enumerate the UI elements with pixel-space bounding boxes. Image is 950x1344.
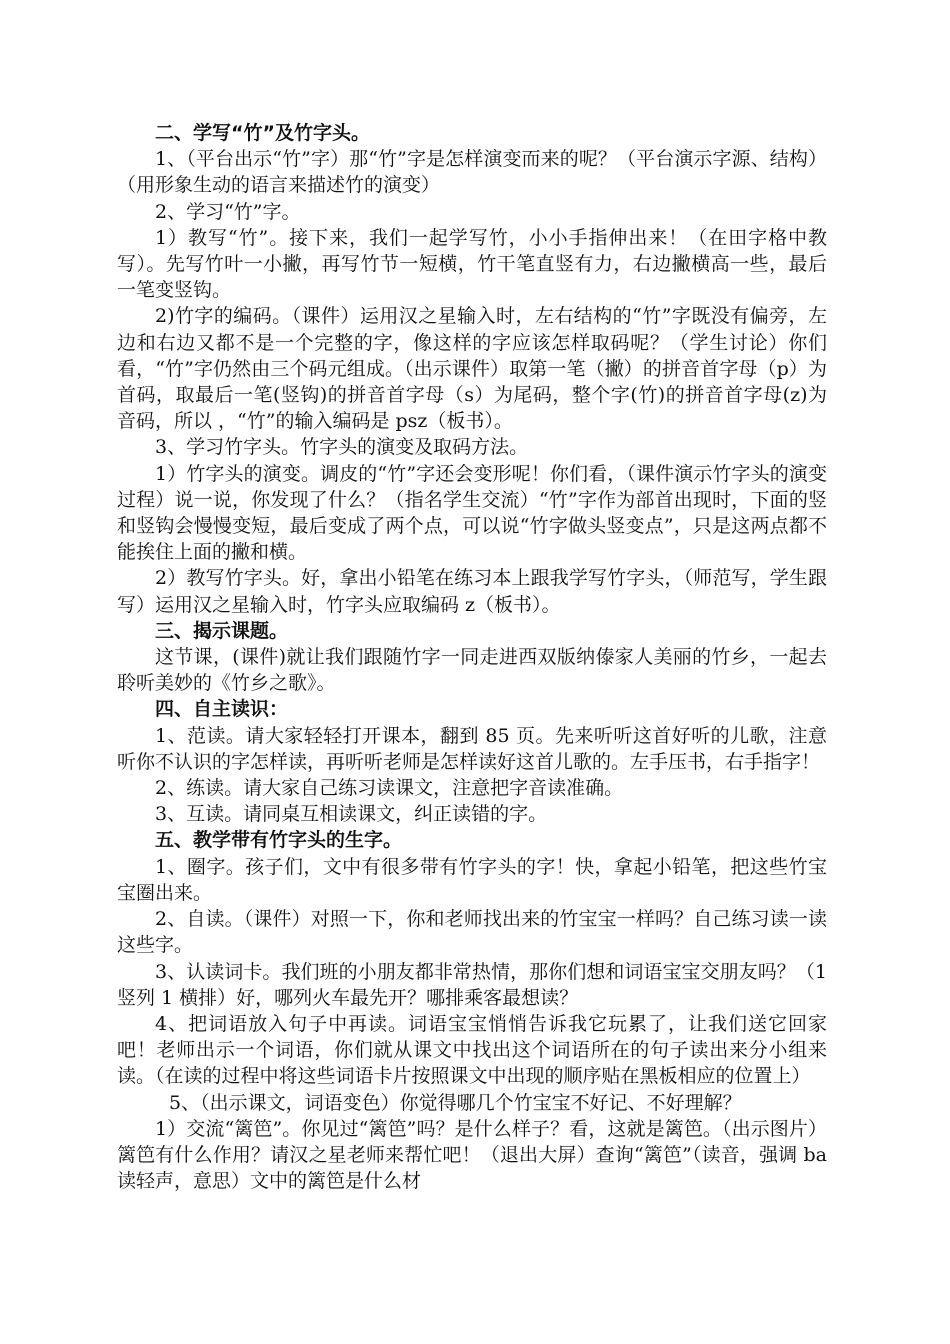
paragraph: 3、认读词卡。我们班的小朋友都非常热情，那你们想和词语宝宝交朋友吗？（1 竖列 1 横排）好，哪列火车最先开？哪排乘客最想读？ bbox=[117, 960, 827, 1009]
paragraph: 2、学习“竹”字。 bbox=[155, 200, 301, 223]
section-heading-5: 五、教学带有竹字头的生字。 bbox=[155, 829, 403, 852]
paragraph: 1、（平台出示“竹”字）那“竹”字是怎样演变而来的呢？（平台演示字源、结构）（用形象生动的语言来描述竹的演变） bbox=[117, 148, 827, 197]
paragraph: 1）竹字头的演变。调皮的“竹”字还会变形呢！你们看，（课件演示竹字头的演变过程）说一说，你发现了什么？（指名学生交流）“竹”字作为部首出现时，下面的竖和竖钩会慢慢变短，最后变成了两个点，可以说“竹字做头竖变点”，只是这两点都不能挨住上面的撇和横。 bbox=[117, 462, 827, 564]
paragraph: 4、把词语放入句子中再读。词语宝宝悄悄告诉我它玩累了，让我们送它回家吧！老师出示一个词语，你们就从课文中找出这个词语所在的句子读出来分小组来读。（在读的过程中将这些词语卡片按照课文中出现的顺序贴在黑板相应的位置上） bbox=[117, 1012, 827, 1088]
paragraph: 3、学习竹字头。竹字头的演变及取码方法。 bbox=[155, 436, 529, 459]
paragraph: 2、自读。（课件）对照一下，你和老师找出来的竹宝宝一样吗？自己练习读一读这些字。 bbox=[117, 908, 827, 957]
paragraph: 1）交流“篱笆”。你见过“篱笆”吗？是什么样子？看，这就是篱笆。（出示图片）篱笆有什么作用？请汉之星老师来帮忙吧！（退出大屏）查询“篱笆”（读音，强调 ba 读轻声，意思）文中的篱笆是什么材 bbox=[117, 1117, 827, 1193]
paragraph: 这节课，(课件)就让我们跟随竹字一同走进西双版纳傣家人美丽的竹乡，一起去聆听美妙的《竹乡之歌》。 bbox=[117, 646, 827, 695]
paragraph: 2）教写竹字头。好，拿出小铅笔在练习本上跟我学写竹字头，（师范写，学生跟写）运用汉之星输入时，竹字头应取编码 z（板书）。 bbox=[117, 567, 827, 616]
paragraph: 2)竹字的编码。（课件）运用汉之星输入时，左右结构的“竹”字既没有偏旁，左边和右边又都不是一个完整的字，像这样的字应该怎样取码呢？（学生讨论）你们看，“竹”字仍然由三个码元组成。（出示课件）取第一笔（撇）的拼音首字母（p）为首码，取最后一笔(竖钩)的拼音首字母（s）为尾码，整个字(竹)的拼音首字母(z)为音码，所以 ，“竹”的输入编码是 psz（板书）。 bbox=[117, 305, 827, 433]
paragraph: 3、互读。请同桌互相读课文，纠正读错的字。 bbox=[155, 803, 548, 826]
section-heading-2: 二、学写“竹”及竹字头。 bbox=[155, 122, 370, 144]
section-heading-4: 四、自主读识： bbox=[155, 698, 289, 721]
document-page bbox=[117, 120, 827, 1194]
paragraph: 1、圈字。孩子们，文中有很多带有竹字头的字！快，拿起小铅笔，把这些竹宝宝圈出来。 bbox=[117, 855, 827, 904]
paragraph: 1）教写“竹”。接下来，我们一起学写竹，小小手指伸出来！（在田字格中教写）。先写竹叶一小撇，再写竹节一短横，竹干笔直竖有力，右边撇横高一些，最后一笔变竖钩。 bbox=[117, 226, 827, 302]
paragraph: 2、练读。请大家自己练习读课文，注意把字音读准确。 bbox=[155, 777, 624, 800]
section-heading-3: 三、揭示课题。 bbox=[155, 619, 289, 642]
paragraph: 5、（出示课文，词语变色）你觉得哪几个竹宝宝不好记、不好理解？ bbox=[169, 1091, 742, 1114]
paragraph: 1、范读。请大家轻轻打开课本，翻到 85 页。先来听听这首好听的儿歌，注意听你不认识的字怎样读，再听听老师是怎样读好这首儿歌的。左手压书，右手指字！ bbox=[117, 724, 827, 773]
